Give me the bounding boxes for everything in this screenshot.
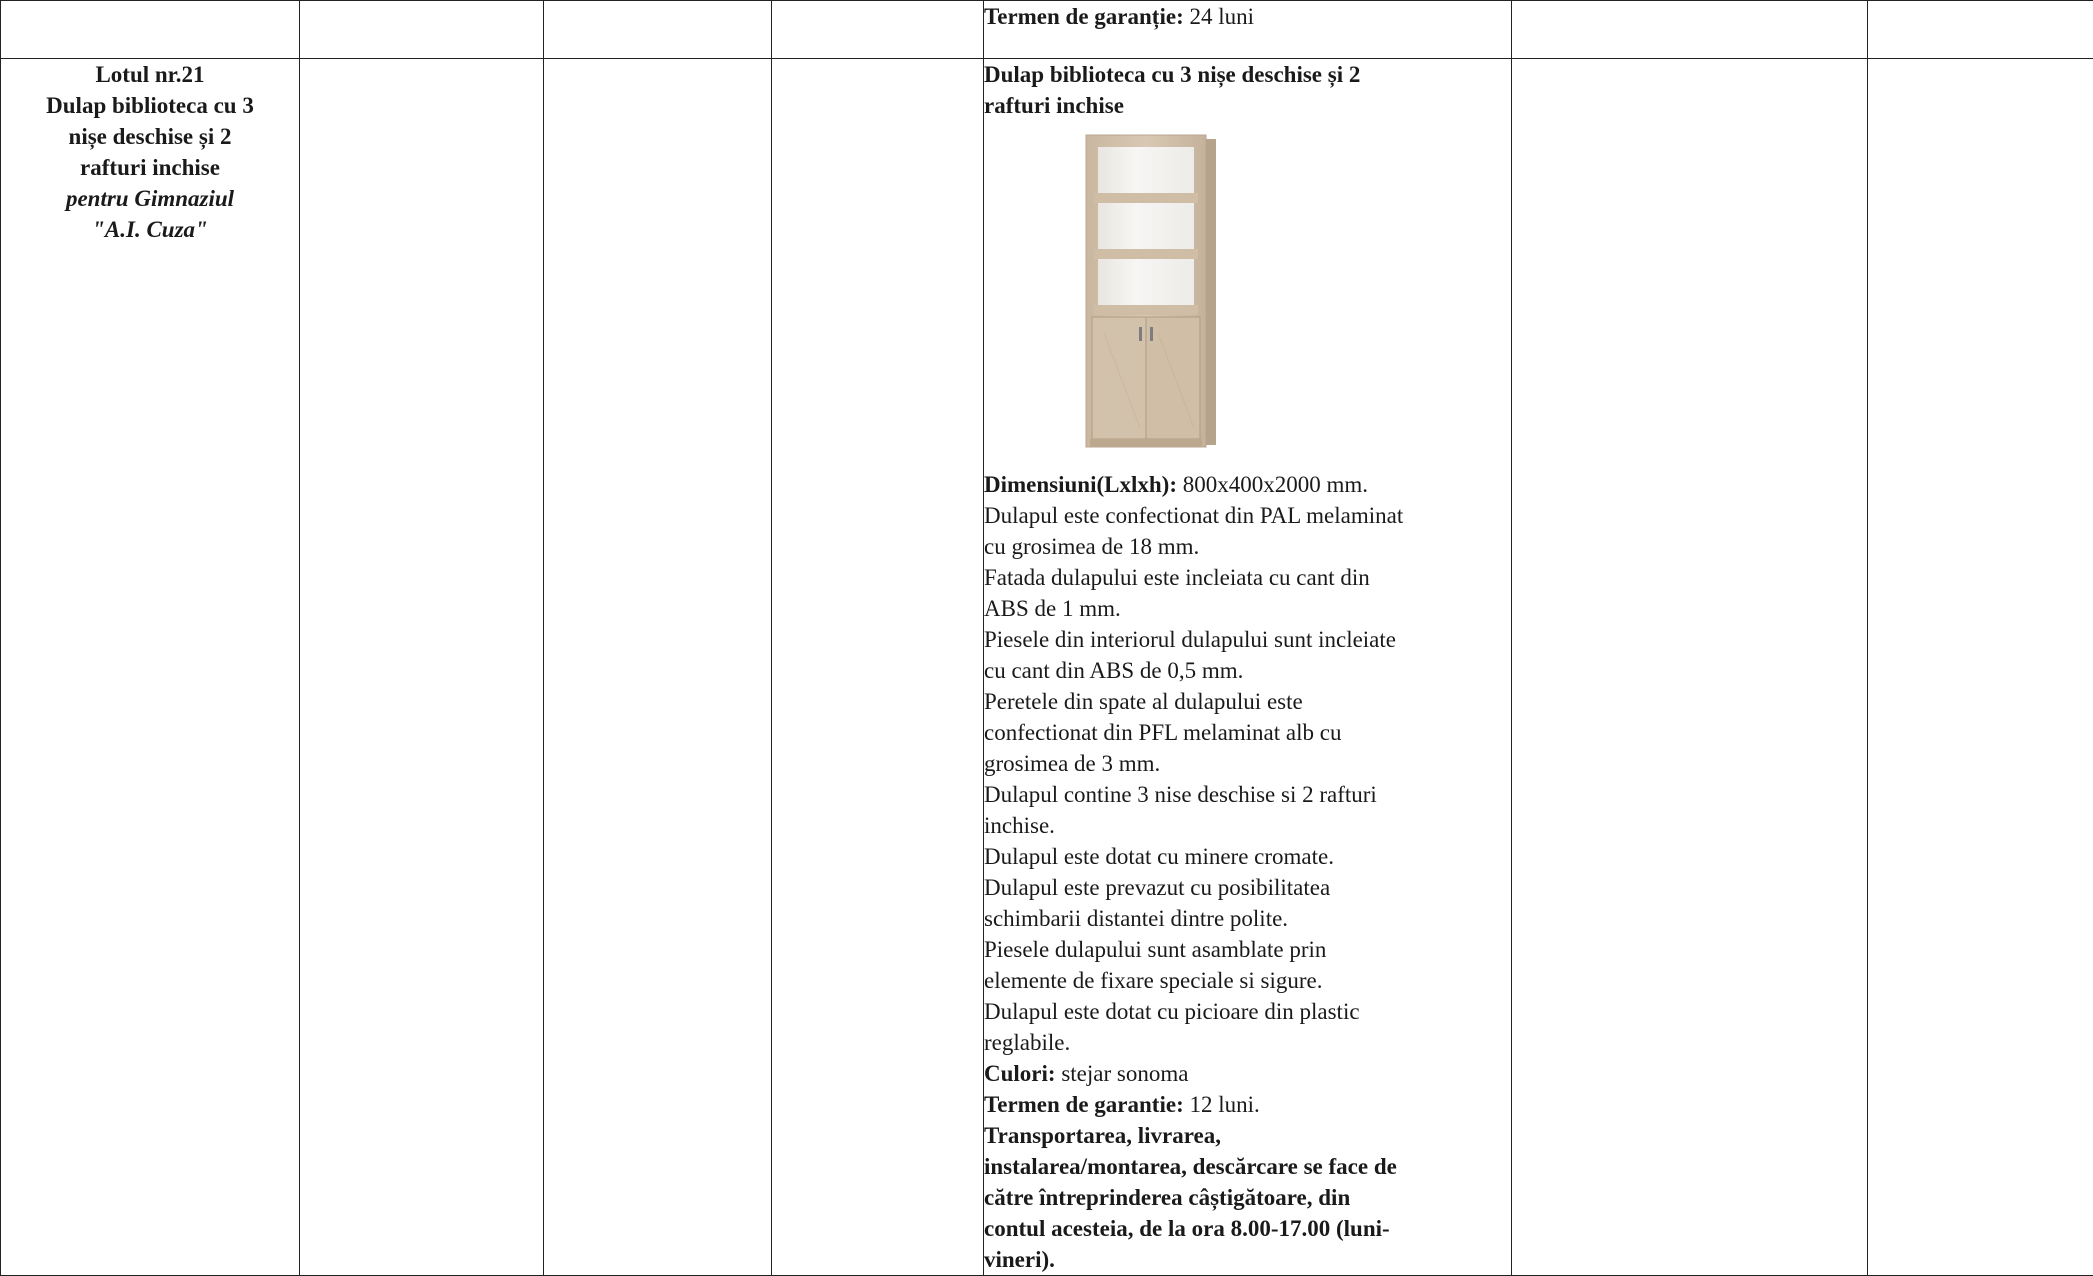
description-line: Dulapul este confectionat din PAL melaminat — [984, 500, 1511, 531]
description-line: grosimea de 3 mm. — [984, 748, 1511, 779]
empty-cell — [1868, 1, 2093, 59]
description-line: inchise. — [984, 810, 1511, 841]
empty-cell — [544, 59, 772, 1276]
description-line: Dulapul este prevazut cu posibilitatea — [984, 872, 1511, 903]
colors-label: Culori: — [984, 1061, 1056, 1086]
warranty-label: Termen de garantie: — [984, 1092, 1184, 1117]
description-line: reglabile. — [984, 1027, 1511, 1058]
delivery-line: instalarea/montarea, descărcare se face de — [984, 1151, 1511, 1182]
description-line: cu grosimea de 18 mm. — [984, 531, 1511, 562]
empty-cell — [1512, 1, 1868, 59]
colors-value: stejar sonoma — [1056, 1061, 1189, 1086]
lot-name-line: nișe deschise și 2 — [1, 121, 299, 152]
delivery-line: vineri). — [984, 1244, 1511, 1275]
description-line: Fatada dulapului este incleiata cu cant din — [984, 562, 1511, 593]
lot-school-line: "A.I. Cuza" — [1, 214, 299, 245]
empty-cell — [1, 1, 300, 59]
description-line: cu cant din ABS de 0,5 mm. — [984, 655, 1511, 686]
bookcase-image — [1084, 133, 1224, 453]
lot-school-line: pentru Gimnaziul — [1, 183, 299, 214]
bookcase-icon — [1084, 133, 1224, 453]
empty-cell — [772, 59, 984, 1276]
product-description-cell — [984, 59, 1512, 1276]
lot-number: Lotul nr.21 — [1, 59, 299, 90]
dimensions-label: Dimensiuni(Lxlxh): — [984, 472, 1177, 497]
product-title-line: rafturi inchise — [984, 90, 1511, 121]
empty-cell — [772, 1, 984, 59]
product-warranty-line — [984, 1089, 1511, 1120]
empty-cell — [300, 59, 544, 1276]
lot-name-line: rafturi inchise — [1, 152, 299, 183]
description-line: Dulapul este dotat cu picioare din plastic — [984, 996, 1511, 1027]
description-line: Peretele din spate al dulapului este — [984, 686, 1511, 717]
description-line: Piesele din interiorul dulapului sunt incleiate — [984, 624, 1511, 655]
lot-name-line: Dulap biblioteca cu 3 — [1, 90, 299, 121]
dimensions-value: 800x400x2000 mm. — [1177, 472, 1368, 497]
product-title-line: Dulap biblioteca cu 3 nișe deschise și 2 — [984, 59, 1511, 90]
lot-cell — [1, 59, 300, 1276]
warranty-value: 24 luni — [1184, 4, 1254, 29]
description-line: confectionat din PFL melaminat alb cu — [984, 717, 1511, 748]
delivery-line: către întreprinderea câștigătoare, din — [984, 1182, 1511, 1213]
empty-cell — [300, 1, 544, 59]
warranty-value: 12 luni. — [1184, 1092, 1260, 1117]
description-line: schimbarii distantei dintre polite. — [984, 903, 1511, 934]
warranty-label: Termen de garanție: — [984, 4, 1184, 29]
colors-line — [984, 1058, 1511, 1089]
description-line: Piesele dulapului sunt asamblate prin — [984, 934, 1511, 965]
empty-cell — [1512, 59, 1868, 1276]
description-line: elemente de fixare speciale si sigure. — [984, 965, 1511, 996]
delivery-line: Transportarea, livrarea, — [984, 1120, 1511, 1151]
previous-warranty-cell — [984, 1, 1512, 59]
delivery-line: contul acesteia, de la ora 8.00-17.00 (luni- — [984, 1213, 1511, 1244]
description-line: ABS de 1 mm. — [984, 593, 1511, 624]
dimensions-line — [984, 469, 1511, 500]
description-line: Dulapul este dotat cu minere cromate. — [984, 841, 1511, 872]
description-line: Dulapul contine 3 nise deschise si 2 rafturi — [984, 779, 1511, 810]
table-row — [1, 59, 2093, 1276]
empty-cell — [544, 1, 772, 59]
empty-cell — [1868, 59, 2093, 1276]
table-row — [1, 1, 2093, 59]
